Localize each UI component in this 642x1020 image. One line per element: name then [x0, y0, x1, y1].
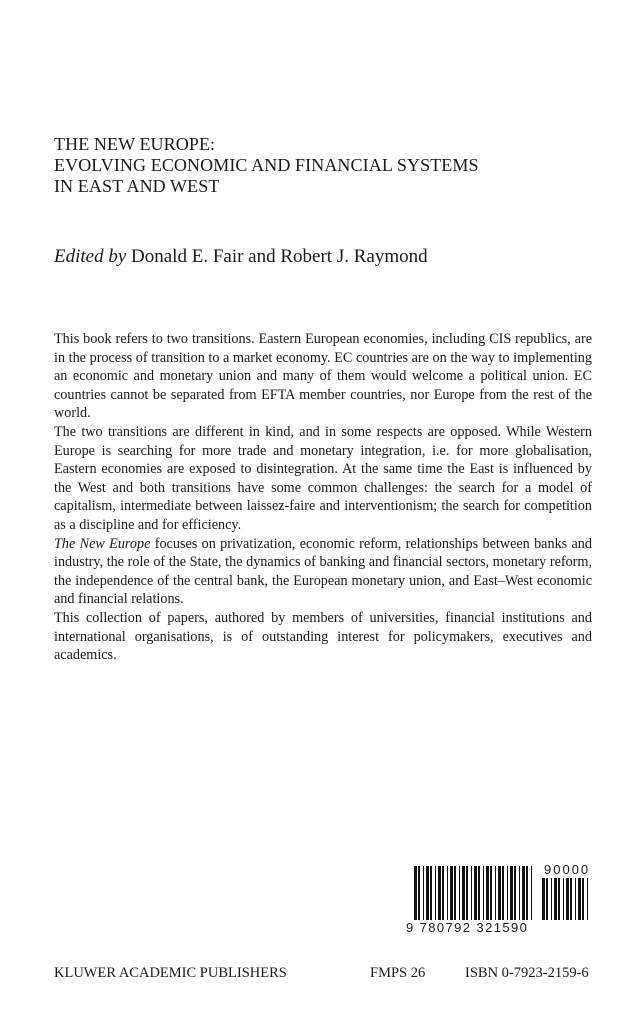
- barcode-bar: [575, 878, 576, 920]
- barcode-bar: [438, 866, 441, 920]
- barcode-bar: [510, 866, 513, 920]
- blurb-paragraph-3: [54, 535, 592, 609]
- isbn-barcode: [406, 864, 592, 936]
- barcode-bar: [522, 866, 525, 920]
- book-title: [54, 134, 594, 197]
- barcode-bar: [507, 866, 508, 920]
- editors-line: [54, 245, 428, 269]
- barcode-bar: [526, 866, 528, 920]
- barcode-bar: [459, 866, 460, 920]
- isbn-number: ISBN 0-7923-2159-6: [465, 965, 589, 981]
- barcode-bar: [471, 866, 472, 920]
- barcode-bar: [566, 878, 569, 920]
- barcode-bar: [450, 866, 453, 920]
- barcode-bar: [558, 878, 560, 920]
- title-line-3: IN EAST AND WEST: [54, 176, 220, 196]
- blurb-paragraph-4: This collection of papers, authored by members of universities, financial institutions and international organisations, is of outstanding interest for policymakers, executives and academics.: [54, 609, 592, 664]
- barcode-bar: [519, 866, 520, 920]
- barcode-bar: [531, 866, 532, 920]
- barcode-bar: [502, 866, 504, 920]
- barcode-bar: [551, 878, 552, 920]
- series-code: FMPS 26: [370, 965, 426, 981]
- barcode-bar: [563, 878, 564, 920]
- blurb-text: [54, 330, 592, 665]
- blurb-paragraph-1: This book refers to two transitions. Eastern European economies, including CIS republics, are in the process of transition to a market economy. EC countries are on the way to implementing an economic and monetary union and many of them would welcome a political union. EC countries cannot be separated from EFTA member countries, nor Europe from the rest of the world.: [54, 331, 592, 422]
- barcode-bar: [546, 878, 548, 920]
- publisher-name: KLUWER ACADEMIC PUBLISHERS: [54, 965, 287, 981]
- barcode-bar: [435, 866, 436, 920]
- editors-names: Donald E. Fair and Robert J. Raymond: [131, 246, 428, 267]
- barcode-bar: [587, 878, 588, 920]
- barcode-bar: [414, 866, 417, 920]
- barcode-bar: [498, 866, 501, 920]
- barcode-bar: [554, 878, 557, 920]
- barcode-bar: [474, 866, 477, 920]
- barcode-bar: [582, 878, 584, 920]
- barcode-bar: [514, 866, 516, 920]
- editors-prefix: Edited by: [54, 246, 127, 267]
- barcode-bar: [423, 866, 424, 920]
- barcode-bar: [430, 866, 432, 920]
- barcode-bar: [454, 866, 456, 920]
- barcode-bar: [542, 878, 545, 920]
- title-line-1: THE NEW EUROPE:: [54, 134, 216, 154]
- barcode-bar: [426, 866, 429, 920]
- book-title-italic: The New Europe: [54, 535, 151, 552]
- barcode-bar: [578, 878, 581, 920]
- title-line-2: EVOLVING ECONOMIC AND FINANCIAL SYSTEMS: [54, 155, 479, 175]
- barcode-bar: [418, 866, 420, 920]
- blurb-paragraph-2: The two transitions are different in kind, and in some respects are opposed. While Western Europe is searching for more trade and monetary integration, i.e. for more globalisation, Eastern economies are exposed to disintegration. At the same time the East is influenced by the West and both transitions have some common challenges: the search for a model of capitalism, intermediate between laissez-faire and interventionism; the search for competition as a discipline and for efficiency.: [54, 423, 592, 533]
- barcode-bar: [490, 866, 492, 920]
- barcode-bar: [486, 866, 489, 920]
- barcode-bar: [570, 878, 572, 920]
- barcode-bar: [442, 866, 444, 920]
- barcode-bar: [495, 866, 496, 920]
- barcode-bar: [483, 866, 484, 920]
- blurb-paragraph-3-rest: focuses on privatization, economic reform, relationships between banks and industry, the role of the State, the dynamics of banking and financial sectors, monetary reform, the independence of the central bank, the European monetary union, and East–West economic and financial relations.: [54, 535, 592, 608]
- barcode-bar: [466, 866, 468, 920]
- barcode-bar: [447, 866, 448, 920]
- barcode-bar: [462, 866, 465, 920]
- barcode-addon-digits: 90000: [544, 862, 591, 877]
- barcode-digits: 9 780792 321590: [406, 920, 529, 935]
- barcode-bar: [478, 866, 480, 920]
